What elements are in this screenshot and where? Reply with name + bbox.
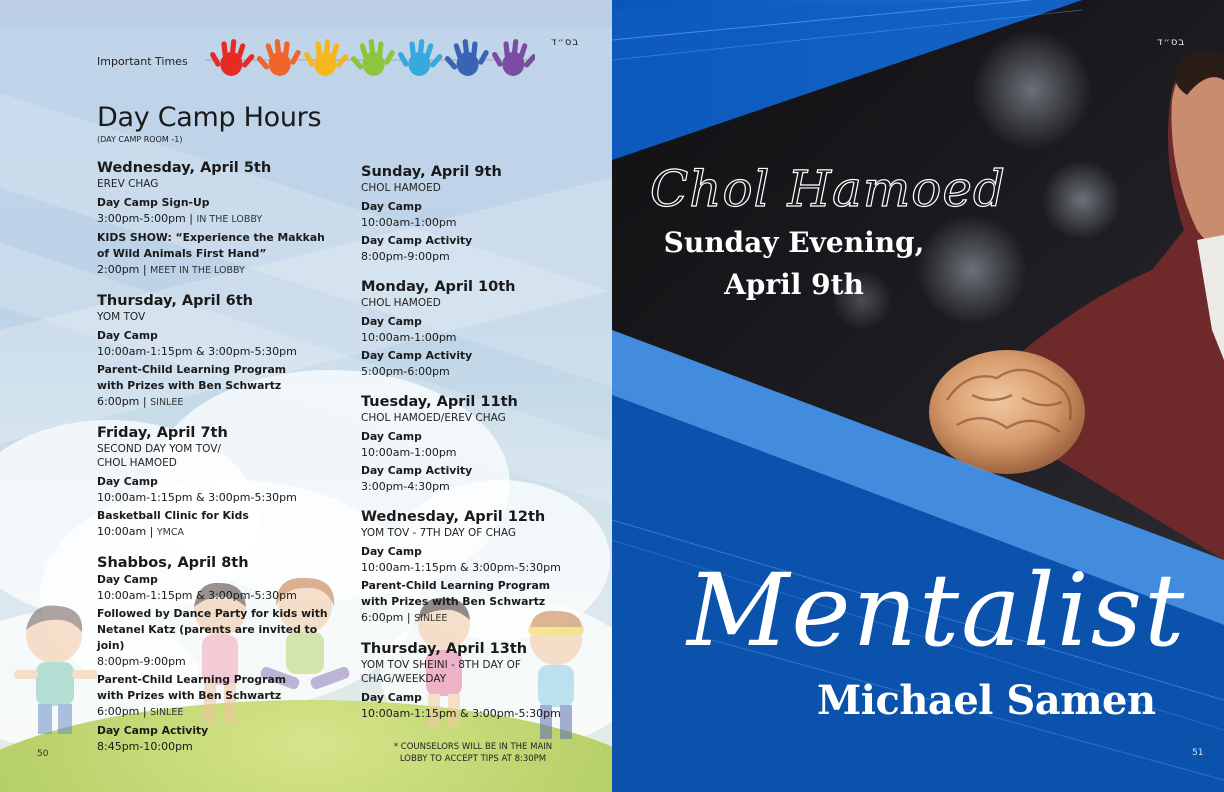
day-subtitle	[97, 177, 347, 191]
day-block	[97, 292, 347, 411]
hebrew-mark: בס״ד	[551, 37, 580, 48]
kid-illustration	[12, 600, 102, 750]
activity-name: Day Camp	[361, 545, 422, 558]
page-subtitle: (DAY CAMP ROOM -1)	[97, 135, 183, 144]
activity-time: 8:45pm-10:00pm	[97, 740, 193, 753]
day-title: Monday, April 10th	[361, 279, 516, 295]
day-title: Thursday, April 13th	[361, 641, 528, 657]
activity-time: 8:00pm-9:00pm	[97, 655, 186, 668]
separator: |	[403, 611, 415, 624]
handprint-icon	[207, 37, 257, 79]
section-label: Important Times	[97, 55, 188, 68]
day-title: Shabbos, April 8th	[97, 555, 249, 571]
activity-time-row	[97, 490, 347, 506]
activity-time-row	[361, 610, 611, 627]
performer-name: Michael Samen	[817, 677, 1156, 724]
activity-time-row	[97, 262, 347, 279]
activity-time: 10:00am-1:15pm & 3:00pm-5:30pm	[361, 707, 561, 720]
activity-time: 10:00am-1:00pm	[361, 331, 457, 344]
handprint-icon	[301, 37, 351, 79]
day-subtitle	[361, 411, 611, 425]
activity-time-row	[361, 445, 611, 461]
activity-name: with Prizes with Ben Schwartz	[97, 689, 282, 702]
activity-time: 6:00pm	[97, 705, 140, 718]
day-subtitle-line: YOM TOV	[97, 311, 146, 323]
hebrew-mark: בס״ד	[1157, 37, 1186, 48]
activity-time-row	[361, 330, 611, 346]
activity-location: MEET IN THE LOBBY	[150, 265, 245, 276]
activity-name: of Wild Animals First Hand”	[97, 247, 267, 260]
activity-time: 2:00pm	[97, 263, 140, 276]
activity-time-row	[97, 524, 347, 541]
activity-time: 6:00pm	[97, 395, 140, 408]
day-subtitle-line: CHAG/WEEKDAY	[361, 673, 447, 685]
handprint-icon	[489, 37, 535, 79]
activity-time: 10:00am-1:00pm	[361, 446, 457, 459]
day-block	[361, 640, 611, 722]
event-date-line1: Sunday Evening,	[663, 226, 925, 259]
day-subtitle-line: CHOL HAMOED	[97, 457, 177, 469]
activity-name: Day Camp	[361, 315, 422, 328]
activity-name: Day Camp	[361, 430, 422, 443]
activity-name: with Prizes with Ben Schwartz	[97, 379, 282, 392]
activity-time: 10:00am-1:15pm & 3:00pm-5:30pm	[97, 345, 297, 358]
activity-name: Day Camp Activity	[361, 349, 473, 362]
day-subtitle	[97, 310, 347, 324]
activity-name: with Prizes with Ben Schwartz	[361, 595, 546, 608]
activity-time-row	[97, 654, 347, 670]
activity-name: Day Camp Activity	[97, 724, 209, 737]
activity-name: KIDS SHOW: “Experience the Makkah	[97, 231, 325, 244]
day-subtitle	[361, 296, 611, 310]
activity-name: Day Camp Activity	[361, 234, 473, 247]
activity-name: Parent-Child Learning Program	[361, 579, 551, 592]
activity-time-row	[361, 560, 611, 576]
day-subtitle-line: YOM TOV - 7TH DAY OF CHAG	[361, 527, 516, 539]
day-subtitle-line: EREV CHAG	[97, 178, 159, 190]
handprint-icon	[442, 37, 492, 79]
activity-time-row	[97, 344, 347, 360]
activity-time-row	[361, 479, 611, 495]
activity-time: 5:00pm-6:00pm	[361, 365, 450, 378]
activity-name: Day Camp	[361, 691, 422, 704]
activity-time: 10:00am-1:00pm	[361, 216, 457, 229]
page-number: 50	[37, 749, 49, 759]
day-title: Tuesday, April 11th	[361, 394, 518, 410]
day-subtitle-line: CHOL HAMOED/EREV CHAG	[361, 412, 506, 424]
top-band	[0, 0, 612, 28]
activity-time-row	[97, 739, 347, 755]
day-block	[97, 554, 347, 755]
activity-name: Day Camp	[97, 573, 158, 586]
activity-time: 10:00am-1:15pm & 3:00pm-5:30pm	[361, 561, 561, 574]
day-title: Thursday, April 6th	[97, 293, 254, 309]
separator: |	[139, 395, 151, 408]
activity-location: SINLEE	[414, 613, 448, 624]
day-title: Wednesday, April 12th	[361, 509, 546, 525]
activity-time-row	[361, 215, 611, 231]
background-art	[612, 0, 1224, 792]
activity-name: Parent-Child Learning Program	[97, 673, 287, 686]
activity-time-row	[97, 704, 347, 721]
note-line: LOBBY TO ACCEPT TIPS AT 8:30PM	[399, 754, 547, 764]
separator: |	[146, 525, 157, 538]
handprint-icon	[254, 37, 304, 79]
mentalist-title: Mentalist	[687, 552, 1187, 669]
activity-name: Day Camp Sign-Up	[97, 196, 210, 209]
day-block	[97, 159, 347, 279]
activity-name: Basketball Clinic for Kids	[97, 509, 249, 522]
chol-hamoed-title: Chol Hamoed	[650, 160, 1006, 218]
day-block	[361, 278, 611, 380]
page-number: 51	[1192, 748, 1204, 758]
day-title: Sunday, April 9th	[361, 164, 502, 180]
schedule-column-2	[361, 163, 611, 735]
activity-name: Day Camp	[361, 200, 422, 213]
activity-name: Day Camp	[97, 475, 158, 488]
day-block	[361, 508, 611, 627]
day-block	[97, 424, 347, 541]
activity-name: Netanel Katz (parents are invited to join)	[97, 623, 318, 652]
activity-location: SINLEE	[150, 707, 184, 718]
activity-name: Parent-Child Learning Program	[97, 363, 287, 376]
activity-time-row	[97, 588, 347, 604]
activity-location: IN THE LOBBY	[196, 214, 263, 225]
day-subtitle	[361, 526, 611, 540]
activity-time: 8:00pm-9:00pm	[361, 250, 450, 263]
activity-time: 6:00pm	[361, 611, 404, 624]
day-subtitle	[361, 658, 611, 686]
day-subtitle-line: YOM TOV SHEINI - 8TH DAY OF	[361, 659, 521, 671]
activity-time-row	[97, 394, 347, 411]
handprint-icon	[395, 37, 445, 79]
activity-time-row	[361, 364, 611, 380]
day-subtitle	[97, 442, 347, 470]
day-subtitle	[361, 181, 611, 195]
day-block	[361, 393, 611, 495]
page-title: Day Camp Hours	[97, 102, 322, 133]
day-title: Friday, April 7th	[97, 425, 228, 441]
day-subtitle-line: SECOND DAY YOM TOV/	[97, 443, 221, 455]
separator: |	[139, 705, 151, 718]
handprints-icon	[205, 32, 535, 80]
activity-time-row	[361, 706, 611, 722]
activity-time-row	[361, 249, 611, 265]
right-page	[612, 0, 1224, 792]
schedule-column-1	[97, 159, 347, 768]
activity-location: SINLEE	[150, 397, 184, 408]
day-title: Wednesday, April 5th	[97, 160, 272, 176]
handprint-icon	[348, 37, 398, 79]
activity-time: 3:00pm-4:30pm	[361, 480, 450, 493]
tips-note	[378, 741, 568, 765]
separator: |	[139, 263, 151, 276]
event-date-line2: April 9th	[724, 268, 864, 301]
activity-time: 3:00pm-5:00pm	[97, 212, 186, 225]
note-line: * COUNSELORS WILL BE IN THE MAIN	[393, 742, 553, 752]
activity-location: YMCA	[156, 527, 184, 538]
activity-name: Day Camp Activity	[361, 464, 473, 477]
activity-time: 10:00am	[97, 525, 147, 538]
activity-name: Followed by Dance Party for kids with	[97, 607, 328, 620]
activity-time-row	[97, 211, 347, 228]
separator: |	[185, 212, 197, 225]
activity-time: 10:00am-1:15pm & 3:00pm-5:30pm	[97, 589, 297, 602]
activity-time: 10:00am-1:15pm & 3:00pm-5:30pm	[97, 491, 297, 504]
day-subtitle-line: CHOL HAMOED	[361, 297, 441, 309]
day-block	[361, 163, 611, 265]
day-subtitle-line: CHOL HAMOED	[361, 182, 441, 194]
activity-name: Day Camp	[97, 329, 158, 342]
